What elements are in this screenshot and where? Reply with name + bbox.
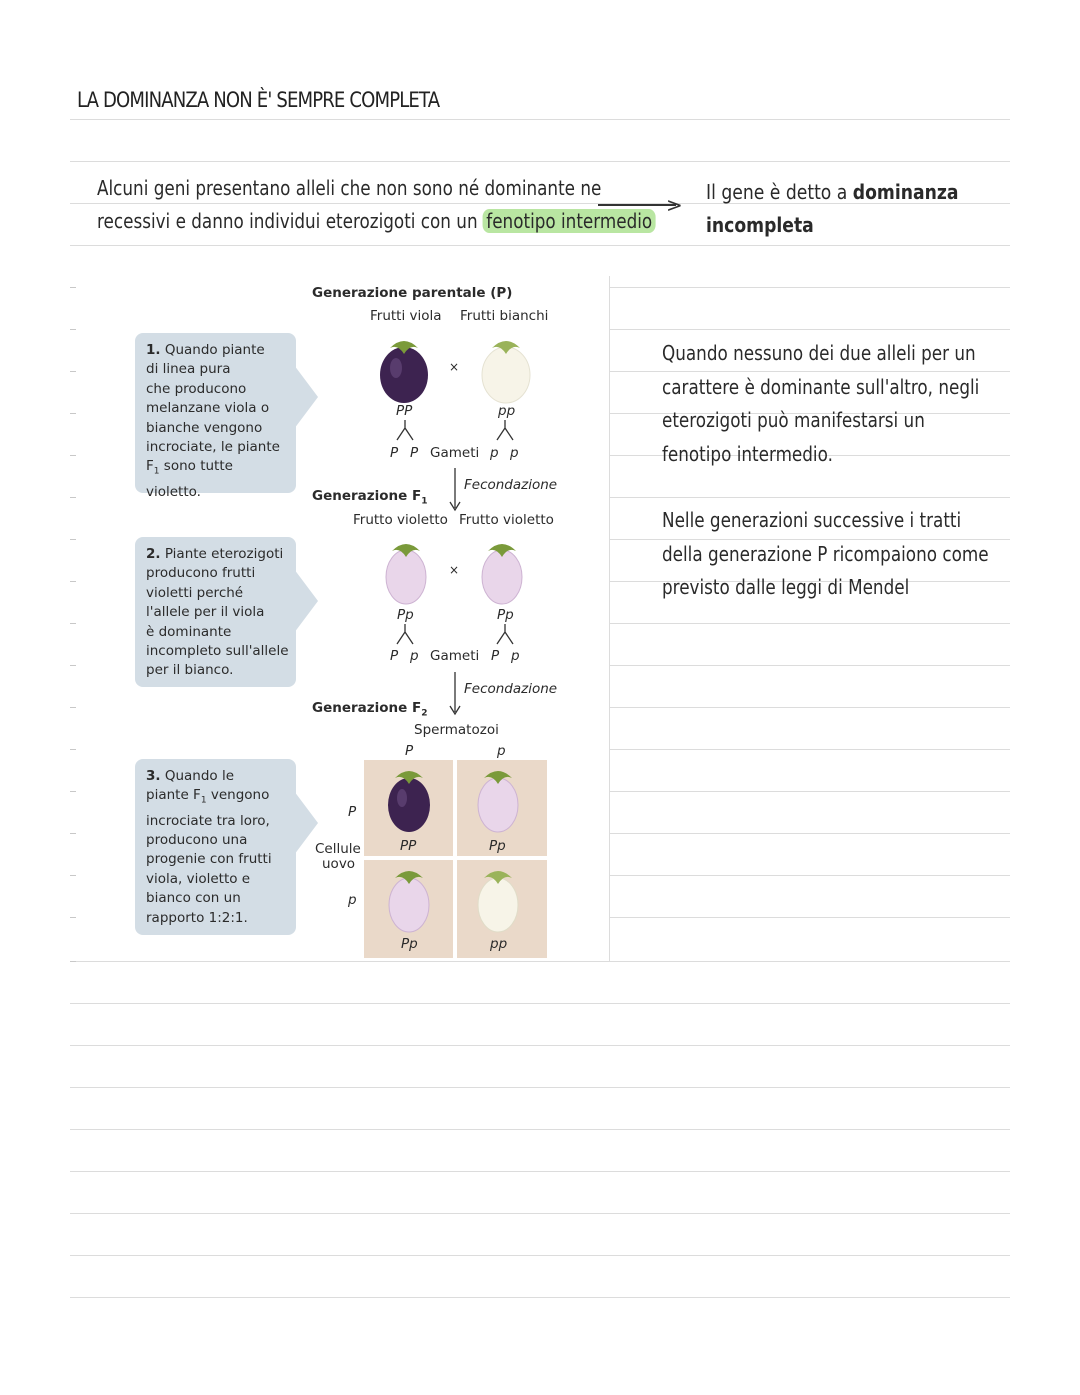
notebook-rule bbox=[70, 1129, 1010, 1130]
notebook-rule bbox=[70, 1003, 1010, 1004]
margin-tick bbox=[70, 791, 76, 792]
cross-symbol: × bbox=[449, 563, 460, 577]
margin-tick bbox=[70, 413, 76, 414]
margin-tick bbox=[70, 497, 76, 498]
notebook-rule bbox=[610, 287, 1010, 288]
callout-line: violetto. bbox=[146, 483, 201, 500]
gamete-split-icon bbox=[492, 624, 518, 646]
callout-line bbox=[146, 341, 290, 360]
arrow-right-icon: > bbox=[666, 193, 683, 217]
definition-line-1 bbox=[706, 176, 1016, 209]
callout-line: l'allele per il viola bbox=[146, 604, 265, 621]
allele-p: p bbox=[410, 648, 419, 664]
punnett-genotype: pp bbox=[490, 936, 508, 952]
margin-tick bbox=[70, 749, 76, 750]
callout-line: che producono bbox=[146, 380, 247, 397]
note-line: Quando nessuno dei due alleli per un bbox=[662, 341, 976, 365]
frutti-viola-label: Frutti viola bbox=[370, 308, 442, 324]
genotype-PP: PP bbox=[396, 403, 413, 419]
notebook-rule bbox=[70, 1045, 1010, 1046]
punnett-genotype: Pp bbox=[489, 838, 506, 854]
gamete-split-icon bbox=[392, 420, 418, 442]
margin-tick bbox=[70, 961, 76, 962]
margin-tick bbox=[70, 917, 76, 918]
punnett-genotype: Pp bbox=[401, 936, 418, 952]
definition-text bbox=[706, 176, 1016, 242]
generation-text: Generazione F bbox=[312, 700, 422, 716]
eggplant-violet-icon bbox=[473, 762, 523, 834]
callout-line: rapporto 1:2:1. bbox=[146, 909, 248, 926]
frutti-bianchi-label: Frutti bianchi bbox=[460, 308, 549, 324]
note-paragraph-1 bbox=[662, 337, 1015, 471]
definition-line-2 bbox=[706, 209, 1016, 242]
allele-p: p bbox=[490, 445, 499, 461]
eggplant-violet-icon bbox=[384, 862, 434, 934]
callout-line: incrociate tra loro, bbox=[146, 812, 270, 829]
callout-line: per il bianco. bbox=[146, 662, 234, 679]
notebook-rule bbox=[610, 665, 1010, 666]
callout-tail bbox=[294, 365, 318, 429]
allele-P: P bbox=[491, 648, 500, 664]
allele-p: p bbox=[348, 892, 357, 908]
callout-3 bbox=[135, 759, 296, 935]
genotype-Pp: Pp bbox=[497, 607, 514, 623]
eggplant-purple-icon bbox=[384, 762, 434, 834]
note-line: della generazione P ricompaiono come bbox=[662, 541, 989, 566]
margin-tick bbox=[70, 539, 76, 540]
allele-p: p bbox=[510, 445, 519, 461]
margin-tick bbox=[70, 287, 76, 288]
eggplant-white-icon bbox=[478, 332, 534, 404]
generation-f2-label bbox=[312, 700, 428, 719]
callout-line: melanzane viola o bbox=[146, 400, 270, 417]
callout-line: è dominante bbox=[146, 623, 232, 640]
margin-tick bbox=[70, 371, 76, 372]
notebook-rule bbox=[610, 791, 1010, 792]
allele-p: p bbox=[511, 648, 520, 664]
callout-text: F bbox=[146, 458, 154, 475]
notebook-rule bbox=[70, 161, 1010, 162]
intro-line-2-text: recessivi e danno individui eterozigoti con un bbox=[97, 209, 483, 233]
margin-tick bbox=[70, 665, 76, 666]
callout-text: piante F bbox=[146, 787, 201, 804]
notebook-rule bbox=[70, 245, 1010, 246]
notebook-rule bbox=[70, 1297, 1010, 1298]
callout-tail bbox=[294, 569, 318, 633]
notebook-rule bbox=[70, 1171, 1010, 1172]
callout-line bbox=[146, 457, 290, 482]
callout-text: Quando le bbox=[160, 768, 235, 784]
margin-tick bbox=[70, 875, 76, 876]
eggplant-violet-icon bbox=[476, 535, 528, 605]
intro-line-1: Alcuni geni presentano alleli che non sono né dominante ne bbox=[97, 176, 602, 200]
callout-2 bbox=[135, 537, 296, 687]
arrow-down-icon bbox=[449, 672, 461, 716]
margin-tick bbox=[70, 623, 76, 624]
generation-p-label: Generazione parentale (P) bbox=[312, 285, 513, 301]
punnett-genotype: PP bbox=[400, 838, 417, 854]
frutto-violetto-label: Frutto violetto bbox=[459, 512, 554, 528]
callout-line: bianche vengono bbox=[146, 419, 263, 436]
punnett-divider bbox=[364, 856, 547, 860]
eggplant-violet-icon bbox=[380, 535, 432, 605]
gameti-label: Gameti bbox=[430, 445, 480, 461]
cellule-text: Cellule bbox=[315, 841, 361, 857]
eggplant-purple-icon bbox=[376, 332, 432, 404]
notebook-rule bbox=[610, 833, 1010, 834]
allele-p: p bbox=[497, 743, 506, 759]
definition-bold-2: incompleta bbox=[706, 213, 814, 237]
cross-symbol: × bbox=[449, 360, 460, 374]
eggplant-white-icon bbox=[473, 862, 523, 934]
callout-text: Quando piante bbox=[160, 342, 265, 358]
margin-tick bbox=[70, 707, 76, 708]
callout-line: viola, violetto e bbox=[146, 870, 251, 887]
uovo-text: uovo bbox=[322, 856, 356, 872]
subscript: 1 bbox=[153, 467, 160, 478]
subscript: 1 bbox=[421, 496, 428, 507]
intro-text bbox=[97, 172, 685, 238]
margin-tick bbox=[70, 833, 76, 834]
allele-P: P bbox=[348, 804, 357, 820]
allele-P: P bbox=[410, 445, 419, 461]
notebook-rule bbox=[610, 917, 1010, 918]
callout-line bbox=[146, 786, 290, 811]
notebook-rule bbox=[610, 875, 1010, 876]
gameti-label: Gameti bbox=[430, 648, 480, 664]
callout-1 bbox=[135, 333, 296, 500]
note-line: carattere è dominante sull'altro, negli bbox=[662, 374, 980, 399]
fecondazione-label: Fecondazione bbox=[464, 681, 558, 697]
callout-number: 1. bbox=[146, 342, 161, 358]
allele-P: P bbox=[405, 743, 414, 759]
note-line: fenotipo intermedio. bbox=[662, 441, 833, 466]
allele-P: P bbox=[390, 648, 399, 664]
callout-line: progenie con frutti bbox=[146, 851, 272, 868]
frutto-violetto-label: Frutto violetto bbox=[353, 512, 448, 528]
fecondazione-label: Fecondazione bbox=[464, 477, 558, 493]
column-divider bbox=[609, 276, 610, 962]
intro-line-2 bbox=[97, 205, 685, 238]
spermatozoi-label: Spermatozoi bbox=[414, 722, 499, 738]
notebook-rule bbox=[610, 707, 1010, 708]
callout-number: 3. bbox=[146, 768, 161, 784]
margin-tick bbox=[70, 581, 76, 582]
notebook-rule bbox=[610, 623, 1010, 624]
margin-tick bbox=[70, 455, 76, 456]
callout-line: di linea pura bbox=[146, 361, 231, 378]
notebook-rule bbox=[610, 749, 1010, 750]
definition-prefix: Il gene è detto a bbox=[706, 180, 853, 204]
callout-line: bianco con un bbox=[146, 890, 241, 907]
notebook-rule bbox=[70, 119, 1010, 120]
note-line: previsto dalle leggi di Mendel bbox=[662, 575, 910, 599]
subscript: 2 bbox=[421, 708, 428, 719]
notebook-rule bbox=[610, 329, 1010, 330]
callout-line: incompleto sull'allele bbox=[146, 643, 289, 660]
subscript: 1 bbox=[200, 796, 207, 807]
genotype-pp: pp bbox=[498, 403, 516, 419]
callout-text: Piante eterozigoti bbox=[160, 546, 284, 562]
callout-line: producono una bbox=[146, 831, 248, 848]
note-paragraph-2 bbox=[662, 504, 1015, 605]
margin-tick bbox=[70, 329, 76, 330]
gamete-split-icon bbox=[392, 624, 418, 646]
notebook-rule bbox=[610, 497, 1010, 498]
callout-text: vengono bbox=[206, 787, 270, 804]
callout-line: violetti perché bbox=[146, 584, 244, 601]
notebook-rule bbox=[70, 1213, 1010, 1214]
note-line: eterozigoti può manifestarsi un bbox=[662, 408, 925, 432]
notebook-rule bbox=[70, 1087, 1010, 1088]
arrow-down-icon bbox=[449, 468, 461, 512]
notebook-rule bbox=[70, 1255, 1010, 1256]
highlight-fenotipo: fenotipo intermedio bbox=[483, 209, 656, 233]
definition-bold-1: dominanza bbox=[852, 180, 959, 204]
callout-line: incrociate, le piante bbox=[146, 439, 280, 456]
callout-line bbox=[146, 767, 290, 786]
callout-line: producono frutti bbox=[146, 565, 256, 582]
callout-line bbox=[146, 545, 290, 564]
arrow-line bbox=[598, 204, 676, 206]
generation-text: Generazione F bbox=[312, 488, 422, 504]
callout-text: sono tutte bbox=[159, 458, 233, 475]
cellule-uovo-label bbox=[315, 842, 361, 872]
generation-f1-label bbox=[312, 488, 428, 507]
page-title: LA DOMINANZA NON È' SEMPRE COMPLETA bbox=[77, 88, 440, 112]
genotype-Pp: Pp bbox=[397, 607, 414, 623]
note-line: Nelle generazioni successive i tratti bbox=[662, 508, 962, 532]
gamete-split-icon bbox=[492, 420, 518, 442]
callout-number: 2. bbox=[146, 546, 161, 562]
allele-P: P bbox=[390, 445, 399, 461]
notebook-rule bbox=[70, 961, 1010, 962]
